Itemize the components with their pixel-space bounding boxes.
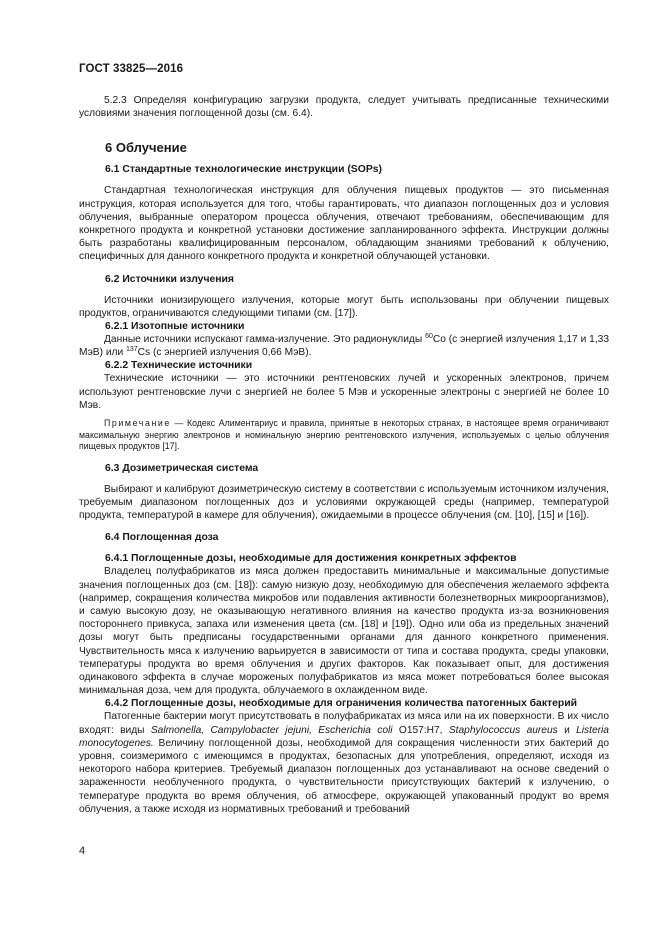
isotope-cs-mass-number: 137 (125, 346, 138, 354)
note-text: — Кодекс Алиментариус и правила, принятые в некоторых странах, в настоящее время ограничивают максимальную энергию электронов и номинальную энергию рентгеновского излучения, используемых с целью облучения пищевых продуктов [17]. (79, 418, 609, 452)
paragraph-6-3: Выбирают и калибруют дозиметрическую систему в соответствии с используемым источником излучения, требуемым диапазоном поглощенных доз и условиями окружающей среды (например, температурой продукта, температурой в камере для облучения), ожидаемыми в процессе облучения (см. [10], [15] и [16]). (79, 483, 609, 522)
isotope-co-mass-number: 60 (425, 333, 433, 341)
note (79, 418, 609, 453)
page-number: 4 (79, 845, 86, 857)
note-label: Примечание (104, 418, 171, 429)
paragraph-6-2-1: Данные источники испускают гамма-излучение. Это радионуклиды $^{60}$Co (с энергией излучения 1,17 и 1,33 МэВ) или $^{137}$Cs (с энергией излучения 0,66 МэВ). (79, 333, 609, 359)
section-6-4-2-heading: 6.4.2 Поглощенные дозы, необходимые для ограничения количества патогенных бактерий (105, 698, 578, 710)
paragraph-6-4-2: Патогенные бактерии могут присутствовать в полуфабрикатах из мяса или на их поверхности. В их число входят: виды Salmonella, Campylobacter jejuni, Escherichia coli O157:H7, Staphylococcus aureus и Listeria monocytogenes. Величину поглощенной дозы, необходимой для сокращения численности этих бактерий до уровня, соизмеримого с имеющимся в продуктах, безопасных для употребления, определяют, исходя из некоторого набора критериев. Требуемый диапазон поглощенных доз устанавливают на основе сведений о зараженности необлученного продукта, о чувствительности присутствующих бактерий к излучению, о температуре продукта во время облучения, об атмосфере, окружающей упакованный продукт во время облучения, а также исходя из нормативных требований и требований (79, 711, 609, 815)
section-6-3-heading: 6.3 Дозиметрическая система (105, 462, 259, 474)
section-6-4-1-heading: 6.4.1 Поглощенные дозы, необходимые для достижения конкретных эффектов (105, 553, 517, 565)
section-6-2-2-heading: 6.2.2 Технические источники (105, 360, 253, 372)
paragraph-5-2-3: 5.2.3 Определяя конфигурацию загрузки продукта, следует учитывать предписанные техническими условиями значения поглощенной дозы (см. 6.4). (79, 95, 609, 120)
paragraph-6-2: Источники ионизирующего излучения, которые могут быть использованы при облучении пищевых продуктов, ограничиваются следующими типами (см. [17]). (79, 294, 609, 319)
section-6-heading: 6 Облучение (105, 140, 187, 156)
section-6-4-heading: 6.4 Поглощенная доза (105, 532, 219, 544)
paragraph-6-4-1: Владелец полуфабрикатов из мяса должен предоставить минимальные и максимальные допустимые значения поглощенных доз (см. [18]): самую низкую дозу, необходимую для обеспечения желаемого эффекта (например, сокращения количества микробов или подавления активности болезнетворных микроорганизмов), и самую высокую дозу, не оказывающую негативного влияния на качество продукта из-за возникновения постороннего привкуса, запаха или изменения цвета (см. [18] и [19]). Одно или оба из предельных значений дозы могут быть предписаны государственными органами для данного конкретного применения. Чувствительность мяса к излучению варьируется в зависимости от типа и состава продукта, среды упаковки, температуры продукта во время облучения и других факторов. Как показывает опыт, для достижения одинакового эффекта в случае мороженых полуфабрикатов из мяса может потребоваться более высокая минимальная доза, чем для продукта, облучаемого в охлажденном виде. (79, 566, 609, 697)
section-6-1-heading: 6.1 Стандартные технологические инструкции (SOPs) (105, 164, 382, 176)
document-body (79, 94, 609, 816)
section-6-2-heading: 6.2 Источники излучения (105, 273, 234, 285)
paragraph-6-1: Стандартная технологическая инструкция для облучения пищевых продуктов — это письменная инструкция, которая используется для того, чтобы гарантировать, что диапазон поглощенных доз и условия облучения, выбранные оператором процесса облучения, отвечают требованиям, обеспечивающим для конкретного продукта и конкретной установки достижение запланированного эффекта. Инструкции должны быть разработаны квалифицированным персоналом, обладающим знаниями требований к облучению, специфичных для данного конкретного продукта и конкретной облучающей установки. (79, 185, 609, 263)
section-6-2-1-heading: 6.2.1 Изотопные источники (105, 321, 245, 333)
paragraph-6-2-2: Технические источники — это источники рентгеновских лучей и ускоренных электронов, причем используют рентгеновские лучи с энергией не более 5 Мэв и ускоренные электроны с энергией не более 10 Мэв. (79, 373, 609, 411)
standard-code-header: ГОСТ 33825—2016 (79, 63, 184, 75)
